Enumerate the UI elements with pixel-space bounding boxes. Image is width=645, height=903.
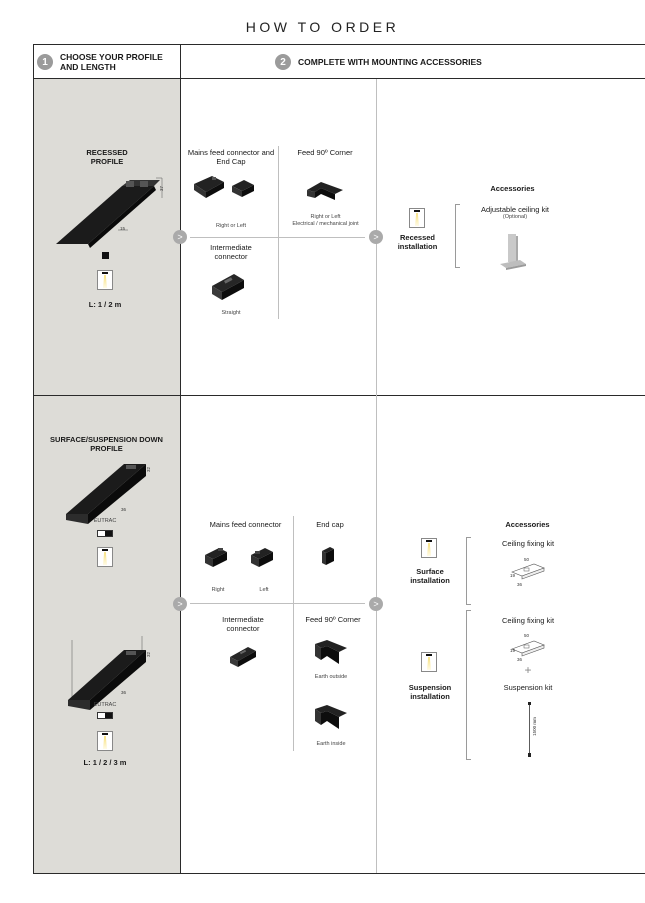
frame-column-divider xyxy=(180,44,181,873)
recessed-accessories-brace xyxy=(455,204,461,268)
suspension-installation-label: Suspension installation xyxy=(408,683,452,701)
recessed-arrow-2-icon: > xyxy=(369,230,383,244)
recessed-arrow-1-icon: > xyxy=(173,230,187,244)
ceiling-kit-2-dim-50: 50 xyxy=(524,633,530,638)
surface-installation-icon xyxy=(421,538,437,558)
recessed-ceiling-kit-title: Adjustable ceiling kit xyxy=(481,205,549,214)
feed-corner-image xyxy=(305,180,345,204)
recessed-luminaire-icon xyxy=(97,270,113,290)
mains-feed-right-image xyxy=(203,545,229,569)
accessory-plus-sign: + xyxy=(524,663,532,677)
end-cap-image xyxy=(230,178,256,198)
surface-end-cap-image xyxy=(320,545,336,567)
mains-feed-connector-image xyxy=(192,174,226,198)
surface-ceiling-kit-title: Ceiling fixing kit xyxy=(501,539,555,548)
surface-color-swatch-1 xyxy=(97,530,113,537)
recessed-horizontal-divider xyxy=(190,237,365,238)
recessed-accessories-title: Accessories xyxy=(490,184,535,193)
adjustable-ceiling-kit-image xyxy=(498,232,528,272)
step-1-header xyxy=(37,46,177,78)
surface-color-swatch-2 xyxy=(97,712,113,719)
surface-horizontal-divider xyxy=(190,603,365,604)
recessed-corner-title: Feed 90º Corner xyxy=(297,148,353,157)
suspension-width-dim: 36 xyxy=(121,690,127,695)
recessed-corner-caption: Right or Left Electrical / mechanical joint xyxy=(292,214,359,227)
ceiling-kit-2-dim-19: 19 xyxy=(510,648,516,653)
surface-mains-feed-title: Mains feed connector xyxy=(209,520,282,529)
frame-bottom-line xyxy=(33,873,645,874)
surface-arrow-2-icon: > xyxy=(369,597,383,611)
intermediate-connector-image xyxy=(210,272,246,302)
recessed-mains-feed-caption: Right or Left xyxy=(216,223,246,229)
surface-eutrac-label-2: EUTRAC xyxy=(93,702,117,708)
surface-luminaire-icon-2 xyxy=(97,731,113,751)
surface-vertical-divider xyxy=(293,516,294,751)
recessed-profile-image xyxy=(52,172,172,252)
feed-corner-earth-inside-image xyxy=(313,703,349,731)
surface-mains-feed-left-caption: Left xyxy=(259,587,269,593)
recessed-mains-feed-title: Mains feed connector and End Cap xyxy=(187,148,275,166)
recessed-installation-icon xyxy=(409,208,425,228)
suspension-kit-length: 1500 mm xyxy=(531,717,537,736)
feed-corner-earth-outside-image xyxy=(313,638,349,666)
recessed-ceiling-kit-note: (Optional) xyxy=(502,214,528,220)
recessed-intermediate-title: Intermediate connector xyxy=(210,243,252,261)
ceiling-kit-1-dim-50: 50 xyxy=(524,557,530,562)
step-2-header xyxy=(275,46,575,78)
frame-header-line xyxy=(33,78,645,79)
surface-profile-title: SURFACE/SUSPENSION DOWN PROFILE xyxy=(50,435,163,453)
surface-mains-feed-right-caption: Right xyxy=(211,587,225,593)
ceiling-fixing-kit-image-1 xyxy=(508,560,548,582)
mains-feed-left-image xyxy=(249,545,275,569)
surface-accessories-brace xyxy=(466,537,472,605)
surface-intermediate-image xyxy=(228,645,258,669)
frame-row-divider xyxy=(33,395,645,396)
suspension-accessories-brace xyxy=(466,610,472,760)
recessed-width-dim: 15 xyxy=(120,226,126,231)
step-2-number: 2 xyxy=(275,54,291,70)
surface-corner-inside-caption: Earth inside xyxy=(316,741,346,747)
surface-installation-label: Surface installation xyxy=(410,567,450,585)
installation-divider xyxy=(376,79,377,873)
step-1-label: CHOOSE YOUR PROFILE AND LENGTH xyxy=(60,52,163,72)
surface-accessories-title: Accessories xyxy=(505,520,550,529)
ceiling-kit-1-dim-19: 19 xyxy=(510,573,516,578)
suspension-installation-icon xyxy=(421,652,437,672)
recessed-profile-section-icon xyxy=(102,252,109,259)
surface-intermediate-title: Intermediate connector xyxy=(222,615,264,633)
recessed-vertical-divider xyxy=(278,146,279,319)
surface-corner-outside-caption: Earth outside xyxy=(314,674,348,680)
step-2-label: COMPLETE WITH MOUNTING ACCESSORIES xyxy=(298,57,482,67)
suspension-height-dim: 32 xyxy=(146,651,152,658)
surface-luminaire-icon-1 xyxy=(97,547,113,567)
step-1-number: 1 xyxy=(37,54,53,70)
frame-left-line xyxy=(33,44,34,873)
surface-width-dim: 36 xyxy=(121,507,127,512)
ceiling-kit-2-dim-36: 36 xyxy=(517,657,523,662)
suspension-kit-title: Suspension kit xyxy=(503,683,553,692)
ceiling-kit-1-dim-36: 36 xyxy=(517,582,523,587)
suspension-profile-image xyxy=(62,636,162,712)
recessed-height-dim: 37 xyxy=(159,185,165,192)
page-title: HOW TO ORDER xyxy=(245,19,400,35)
surface-corner-title: Feed 90º Corner xyxy=(305,615,361,624)
surface-end-cap-title: End cap xyxy=(316,520,344,529)
surface-arrow-1-icon: > xyxy=(173,597,187,611)
surface-height-dim: 32 xyxy=(146,466,152,473)
surface-length: L: 1 / 2 / 3 m xyxy=(83,758,127,767)
recessed-profile-title: RECESSED PROFILE xyxy=(86,148,128,166)
frame-top-line xyxy=(33,44,645,45)
recessed-intermediate-caption: Straight xyxy=(221,310,241,316)
recessed-length: L: 1 / 2 m xyxy=(88,300,122,309)
recessed-installation-label: Recessed installation xyxy=(397,233,438,251)
surface-eutrac-label-1: EUTRAC xyxy=(93,518,117,524)
suspension-ceiling-kit-title: Ceiling fixing kit xyxy=(501,616,555,625)
